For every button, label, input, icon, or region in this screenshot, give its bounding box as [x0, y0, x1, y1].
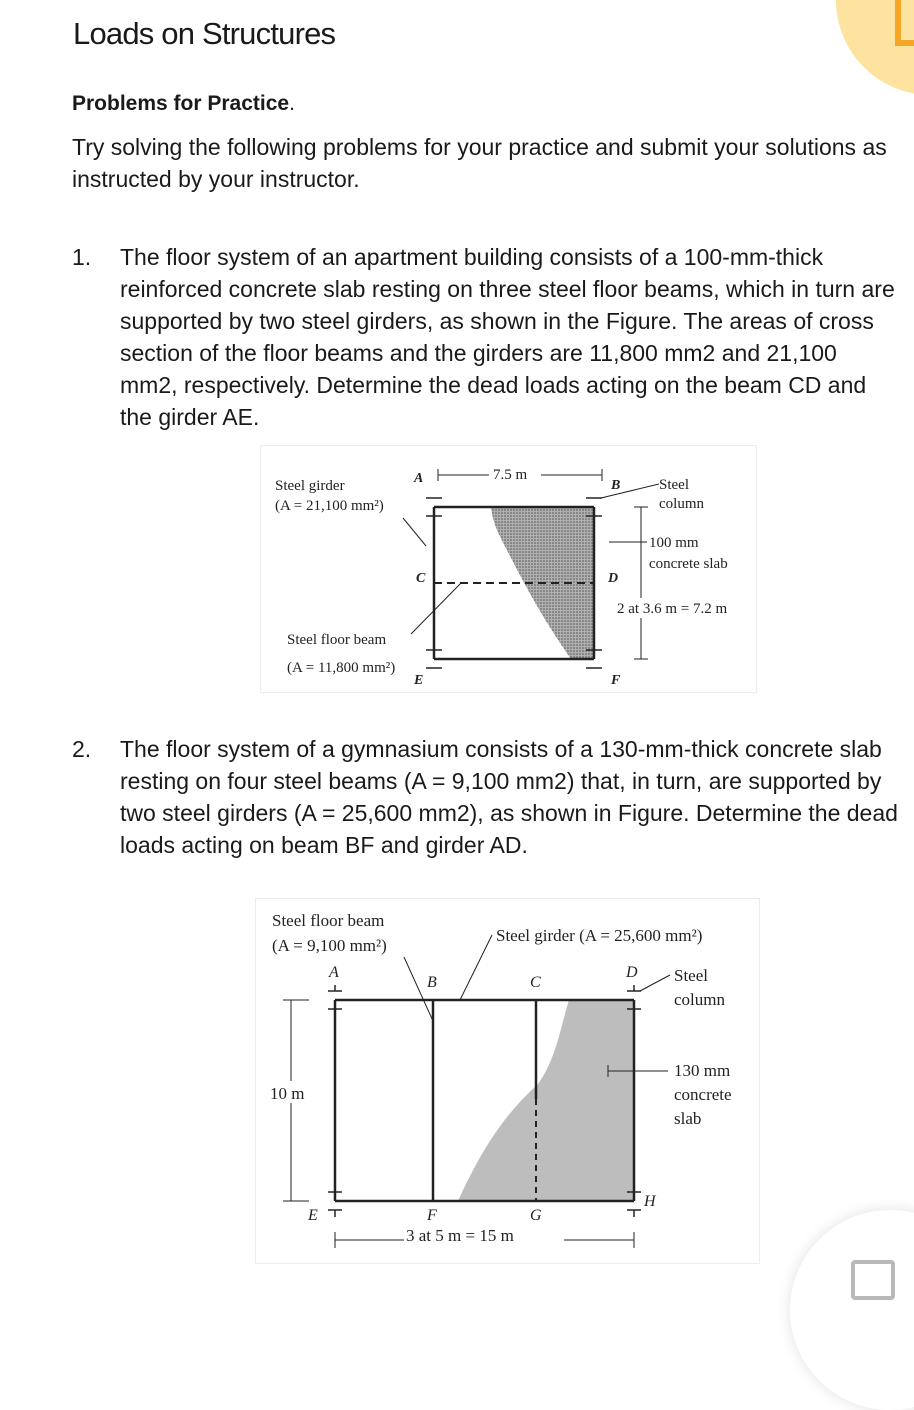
figure-2: [255, 898, 760, 1264]
section-heading-period: .: [289, 92, 295, 115]
column-label-1: Steel: [659, 477, 689, 493]
point-E: E: [414, 673, 424, 688]
slab-label-1: 130 mm: [674, 1061, 731, 1080]
point-A: A: [329, 964, 339, 981]
beam-area-label: (A = 11,800 mm²): [287, 660, 396, 676]
intro-paragraph: Try solving the following problems for your practice and submit your solutions as instructed by your instructor.: [72, 134, 887, 192]
girder-leader: [460, 935, 492, 1000]
concrete-slab-area: [458, 1000, 634, 1201]
point-D: D: [608, 571, 619, 586]
point-C: C: [530, 974, 541, 991]
point-C: C: [416, 571, 426, 586]
beam-leader: [411, 583, 461, 634]
beam-area-label: (A = 9,100 mm²): [272, 936, 387, 955]
corner-bracket-icon: [895, 0, 914, 46]
section-heading: [72, 92, 295, 116]
section-heading-text: Problems for Practice: [72, 92, 290, 115]
column-leader: [601, 484, 659, 498]
figure-1-diagram: [261, 446, 756, 692]
problem-1-number: 1.: [72, 244, 92, 270]
problem-2-number: 2.: [72, 736, 92, 762]
spacing-label: 3 at 5 m = 15 m: [406, 1226, 514, 1245]
point-F: F: [427, 1207, 437, 1224]
problem-2-text: The floor system of a gymnasium consists of a 130-mm-thick concrete slab resting on four steel beams (A = 9,100 mm2) that, in turn, are supported by two steel girders (A = 25,600 mm2), as shown in Figure. Determine the dead loads acting on beam BF and girder AD.: [120, 736, 898, 858]
height-label: 10 m: [270, 1084, 305, 1103]
girder-leader: [403, 518, 426, 546]
girder-area-label: (A = 21,100 mm²): [275, 498, 384, 514]
notes-icon[interactable]: [851, 1260, 895, 1300]
beam-label: Steel floor beam: [272, 911, 385, 930]
point-A: A: [414, 471, 424, 486]
column-leader: [640, 975, 670, 991]
girder-label: Steel girder (A = 25,600 mm²): [496, 926, 703, 945]
decorative-blob-bottom: [790, 1210, 914, 1410]
slab-label-1: 100 mm: [649, 535, 699, 551]
slab-label-2: concrete: [674, 1085, 732, 1104]
column-label-1: Steel: [674, 966, 708, 985]
point-B: B: [611, 478, 621, 493]
slab-label-2: concrete slab: [649, 556, 728, 572]
spacing-label: 2 at 3.6 m = 7.2 m: [617, 601, 728, 617]
column-label-2: column: [659, 496, 704, 512]
slab-label-3: slab: [674, 1109, 702, 1128]
page-title: Loads on Structures: [73, 16, 336, 51]
point-G: G: [530, 1207, 542, 1224]
column-label-2: column: [674, 990, 725, 1009]
point-D: D: [626, 964, 638, 981]
point-E: E: [308, 1207, 318, 1224]
beam-label: Steel floor beam: [287, 632, 387, 648]
figure-2-diagram: [256, 899, 759, 1263]
point-F: F: [611, 673, 621, 688]
figure-1: [260, 445, 757, 693]
point-H: H: [644, 1193, 656, 1210]
point-B: B: [427, 974, 437, 991]
problem-1-text: The floor system of an apartment building consists of a 100-mm-thick reinforced concrete slab resting on three steel floor beams, which in turn are supported by two steel girders, as shown in the Figure. The areas of cross section of the floor beams and the girders are 11,800 mm2 and 21,100 mm2, respectively. Determine the dead loads acting on the beam CD and the girder AE.: [120, 244, 895, 430]
girder-label: Steel girder: [275, 478, 345, 494]
span-label: 7.5 m: [493, 467, 528, 483]
